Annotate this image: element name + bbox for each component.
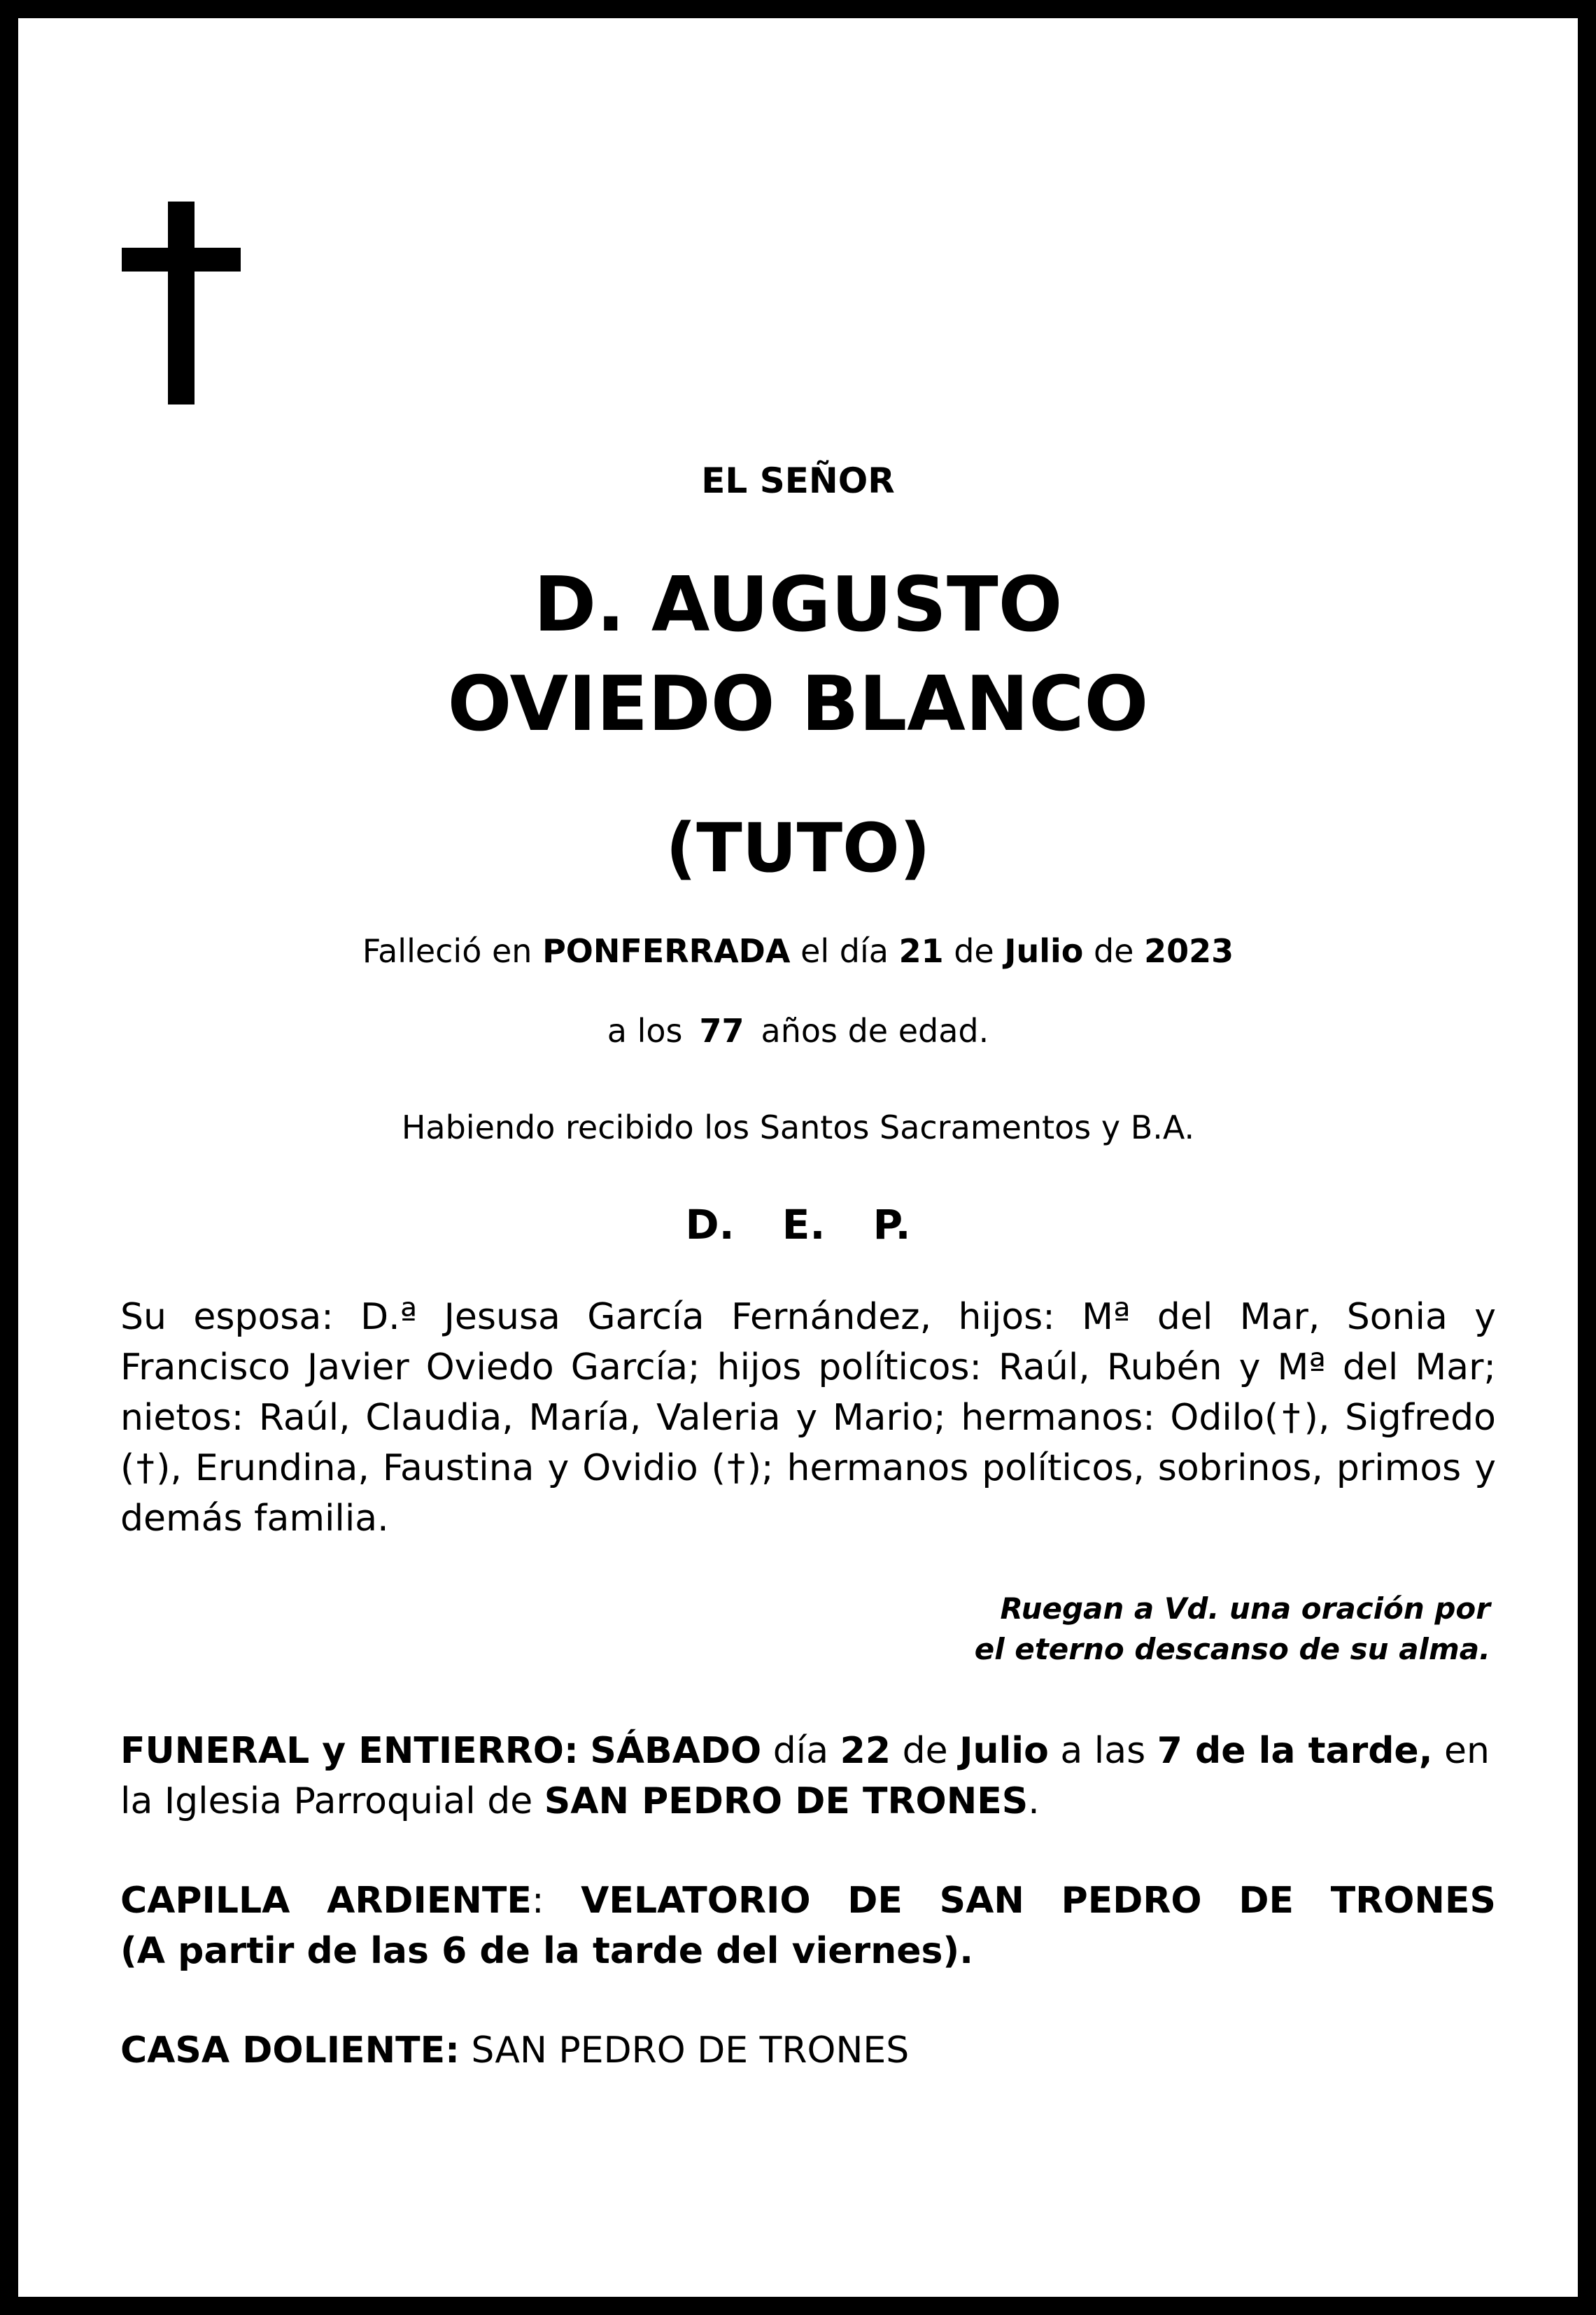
- church-name: SAN PEDRO DE TRONES: [544, 1780, 1029, 1822]
- house-info: [120, 2025, 1496, 2076]
- family-paragraph: Su esposa: D.ª Jesusa García Fernández, hijos: Mª del Mar, Sonia y Francisco Javier Oviedo García; hijos políticos: Raúl, Rubén y Mª del Mar; nietos: Raúl, Claudia, María, Valeria y Mario; hermanos: Odilo(†), Sigfredo (†), Erundina, Faustina y Ovidio (†); hermanos políticos, sobrinos, primos y demás familia.: [120, 1296, 1496, 1540]
- house-value: SAN PEDRO DE TRONES: [471, 2029, 910, 2071]
- deceased-name: [18, 556, 1578, 754]
- name-line-1: D. AUGUSTO: [533, 561, 1063, 649]
- death-day: 21: [898, 932, 944, 970]
- death-place: PONFERRADA: [542, 932, 791, 970]
- death-month: Julio: [1004, 932, 1084, 970]
- cross-icon: [122, 202, 241, 404]
- age-info: a los 77 años de edad.: [607, 1012, 989, 1050]
- death-info: Falleció en PONFERRADA el día 21 de Julio de 2023: [362, 932, 1234, 970]
- funeral-label: FUNERAL y ENTIERRO:: [120, 1730, 579, 1772]
- honorific: EL SEÑOR: [701, 460, 895, 501]
- funeral-info: FUNERAL y ENTIERRO: SÁBADO día 22 de Julio a las 7 de la tarde, en la Iglesia Parroquial de SAN PEDRO DE TRONES.: [120, 1730, 1490, 1822]
- dep-line: D. E. P.: [685, 1201, 911, 1248]
- chapel-info: CAPILLA ARDIENTE: VELATORIO DE SAN PEDRO DE TRONES (A partir de las 6 de la tarde del viernes).: [120, 1876, 1496, 1976]
- chapel-hours: (A partir de las 6 de la tarde del viernes).: [120, 1930, 973, 1972]
- sacraments-line: Habiendo recibido los Santos Sacramentos y B.A.: [401, 1109, 1195, 1146]
- house-label: CASA DOLIENTE:: [120, 2029, 460, 2071]
- name-line-2: OVIEDO BLANCO: [447, 661, 1149, 748]
- obituary-sheet: [18, 18, 1578, 2297]
- nickname: (TUTO): [665, 809, 931, 887]
- death-year: 2023: [1144, 932, 1234, 970]
- prayer-request: Ruegan a Vd. una oración por el eterno descanso de su alma.: [974, 1591, 1490, 1666]
- age-years: 77: [699, 1012, 744, 1050]
